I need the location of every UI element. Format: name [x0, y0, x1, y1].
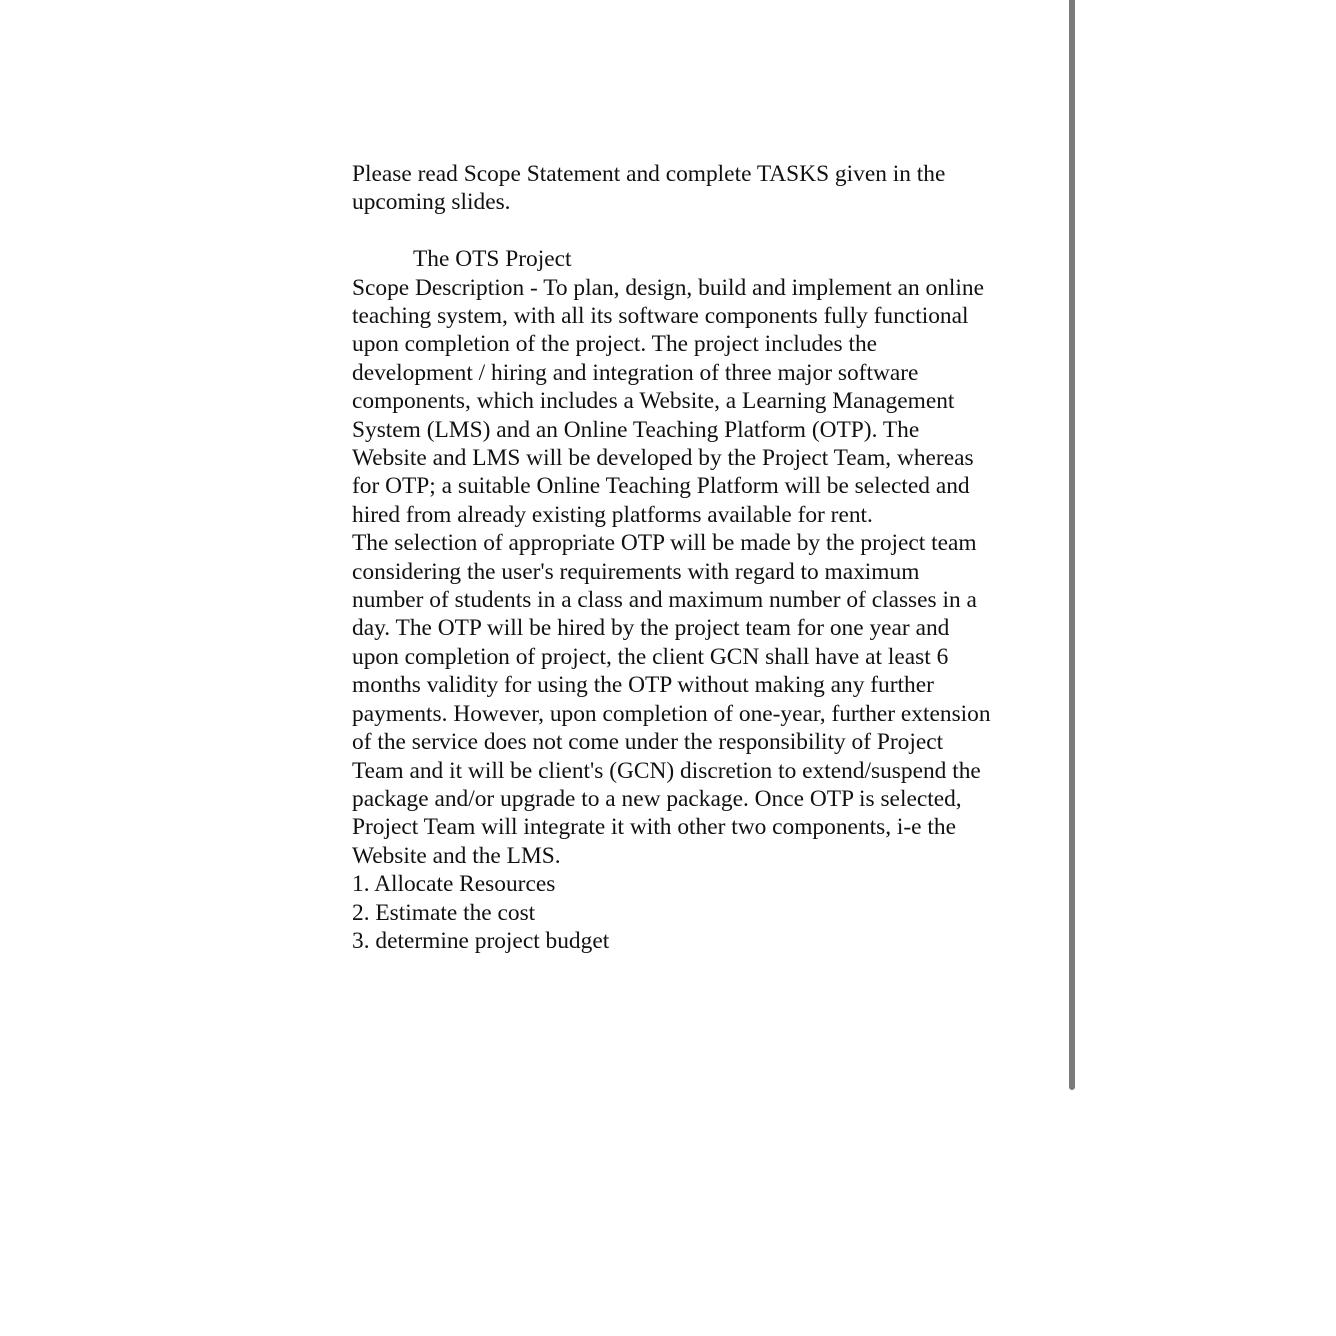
document-body: [352, 160, 992, 955]
task-item: 1. Allocate Resources: [352, 871, 556, 898]
scope-description-paragraph: Scope Description - To plan, design, build and implement an online teaching system, with all its software components fully functional upon completion of the project. The project includes the development / hiring and integration of three major software components, which includes a Website, a Learning Management System (LMS) and an Online Teaching Platform (OTP). The Website and LMS will be developed by the Project Team, whereas for OTP; a suitable Online Teaching Platform will be selected and hired from already existing platforms available for rent.: [352, 274, 984, 528]
task-item: 2. Estimate the cost: [352, 899, 536, 926]
document-title: The OTS Project: [413, 246, 572, 273]
task-list: [352, 870, 992, 955]
task-item: 3. determine project budget: [352, 927, 610, 954]
vertical-scrollbar[interactable]: [1069, 0, 1075, 1090]
intro-paragraph: Please read Scope Statement and complete TASKS given in the upcoming slides.: [352, 161, 946, 216]
otp-selection-paragraph: The selection of appropriate OTP will be made by the project team considering the user's requirements with regard to maximum number of students in a class and maximum number of classes in a day. The OTP will be hired by the project team for one year and upon completion of project, the client GCN shall have at least 6 months validity for using the OTP without making any further payments. However, upon completion of one-year, further extension of the service does not come under the responsibility of Project Team and it will be client's (GCN) discretion to extend/suspend the package and/or upgrade to a new package. Once OTP is selected, Project Team will integrate it with other two components, i-e the Website and the LMS.: [352, 530, 991, 869]
